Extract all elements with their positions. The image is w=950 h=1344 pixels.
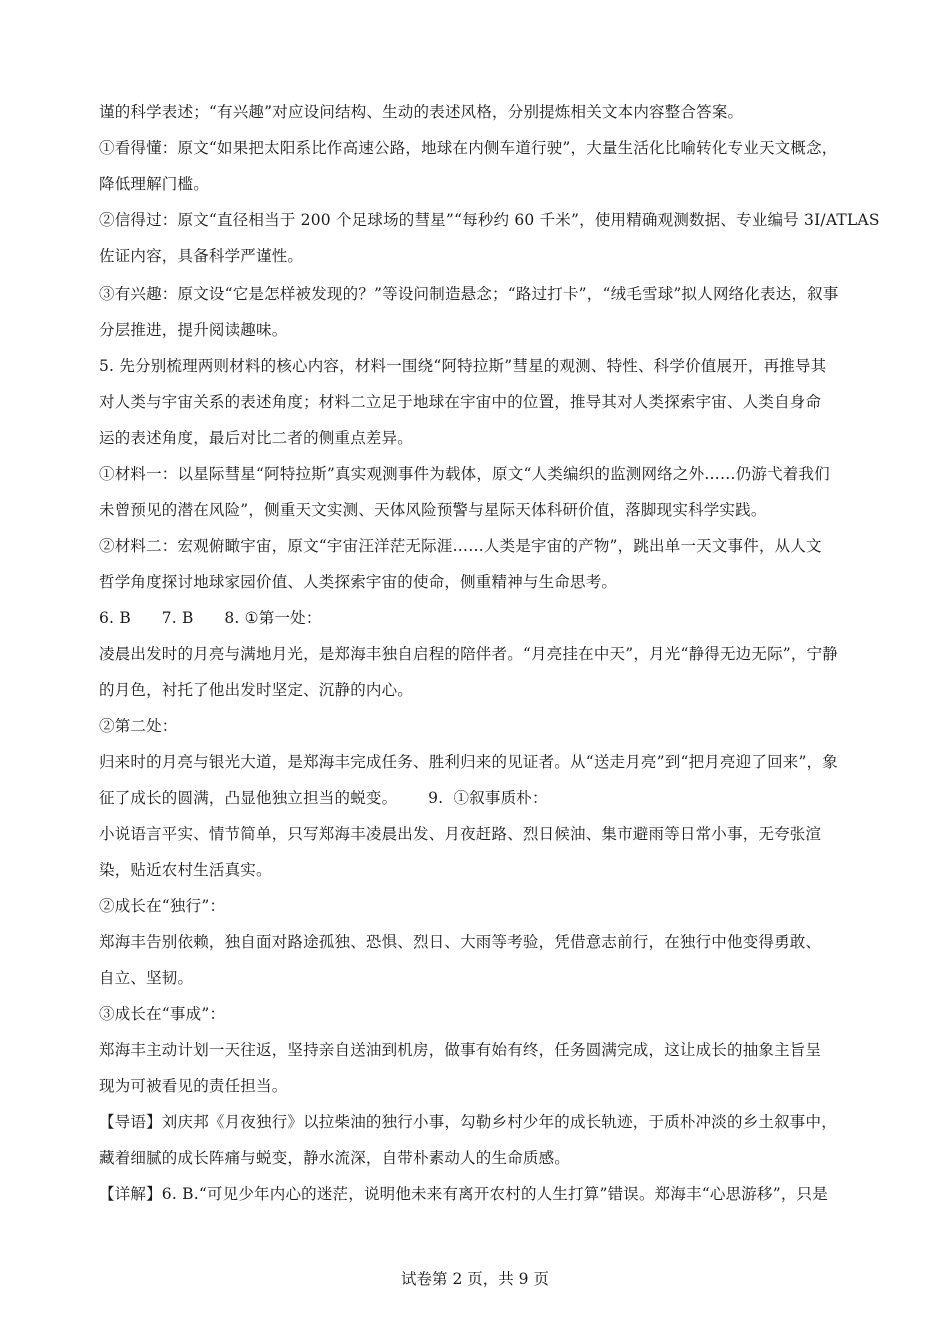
text-line: 藏着细腻的成长阵痛与蜕变，静水流深，自带朴素动人的生命质感。 [99, 1149, 571, 1167]
text-line: ②成长在“独行”： [99, 897, 226, 915]
text-line: 凌晨出发时的月亮与满地月光，是郑海丰独自启程的陪伴者。“月亮挂在中天”，月光“静得无边无际”，宁静 [99, 645, 838, 663]
text-line: 5. 先分别梳理两则材料的核心内容，材料一围绕“阿特拉斯”彗星的观测、特性、科学价值展开，再推导其 [99, 357, 827, 375]
text-line: 【详解】6. B.“可见少年内心的迷茫，说明他未来有离开农村的人生打算”错误。郑海丰“心思游移”，只是 [99, 1185, 828, 1203]
text-line: ①看得懂：原文“如果把太阳系比作高速公路，地球在内侧车道行驶”，大量生活化比喻转化专业天文概念， [99, 139, 838, 157]
text-line: ③有兴趣：原文设“它是怎样被发现的？”等设问制造悬念；“路过打卡”，“绒毛雪球”拟人网络化表达，叙事 [99, 285, 839, 303]
text-line: ②材料二：宏观俯瞰宇宙，原文“宇宙汪洋茫无际涯……人类是宇宙的产物”，跳出单一天文事件，从人文 [99, 537, 822, 555]
text-line: 自立、坚韧。 [99, 969, 194, 987]
text-line: 染，贴近农村生活真实。 [99, 861, 272, 879]
text-line: 佐证内容，具备科学严谨性。 [99, 247, 304, 265]
answer-line: 6. B 7. B 8. ①第一处： [99, 609, 322, 627]
text-line: 未曾预见的潜在风险”，侧重天文实测、天体风险预警与星际天体科研价值，落脚现实科学实践。 [99, 501, 767, 519]
page-footer: 试卷第 2 页，共 9 页 [401, 1270, 549, 1288]
text-line: 【导语】刘庆邦《月夜独行》以拉柴油的独行小事，勾勒乡村少年的成长轨迹，于质朴冲淡的乡土叙事中， [99, 1113, 837, 1131]
text-line: 郑海丰主动计划一天往返，坚持亲自送油到机房，做事有始有终，任务圆满完成，这让成长的抽象主旨呈 [99, 1041, 822, 1059]
text-line: 的月色，衬托了他出发时坚定、沉静的内心。 [99, 681, 414, 699]
text-line: 降低理解门槛。 [99, 175, 209, 193]
text-line: ①材料一：以星际彗星“阿特拉斯”真实观测事件为载体，原文“人类编织的监测网络之外……仍游弋着我们 [99, 465, 830, 483]
text-line: 小说语言平实、情节简单，只写郑海丰凌晨出发、月夜赶路、烈日候油、集市避雨等日常小事，无夸张渲 [99, 825, 822, 843]
text-line: ②第二处： [99, 717, 178, 735]
text-line: ②信得过：原文“直径相当于 200 个足球场的彗星”“每秒约 60 千米”，使用精确观测数据、专业编号 3I/ATLAS [99, 211, 880, 229]
text-line: ③成长在“事成”： [99, 1005, 226, 1023]
text-line: 归来时的月亮与银光大道，是郑海丰完成任务、胜利归来的见证者。从“送走月亮”到“把月亮迎了回来”，象 [99, 753, 838, 771]
text-line: 运的表述角度，最后对比二者的侧重点差异。 [99, 429, 414, 447]
text-line: 郑海丰告别依赖，独自面对路途孤独、恐惧、烈日、大雨等考验，凭借意志前行，在独行中他变得勇敢、 [99, 933, 822, 951]
text-line: 征了成长的圆满，凸显他独立担当的蜕变。 9. ①叙事质朴： [99, 789, 548, 807]
text-line: 哲学角度探讨地球家园价值、人类探索宇宙的使命，侧重精神与生命思考。 [99, 573, 618, 591]
text-line: 现为可被看见的责任担当。 [99, 1077, 288, 1095]
text-line: 分层推进，提升阅读趣味。 [99, 321, 288, 339]
text-line: 谨的科学表述；“有兴趣”对应设问结构、生动的表述风格，分别提炼相关文本内容整合答案。 [99, 103, 744, 121]
text-line: 对人类与宇宙关系的表述角度；材料二立足于地球在宇宙中的位置，推导其对人类探索宇宙、人类自身命 [99, 393, 822, 411]
